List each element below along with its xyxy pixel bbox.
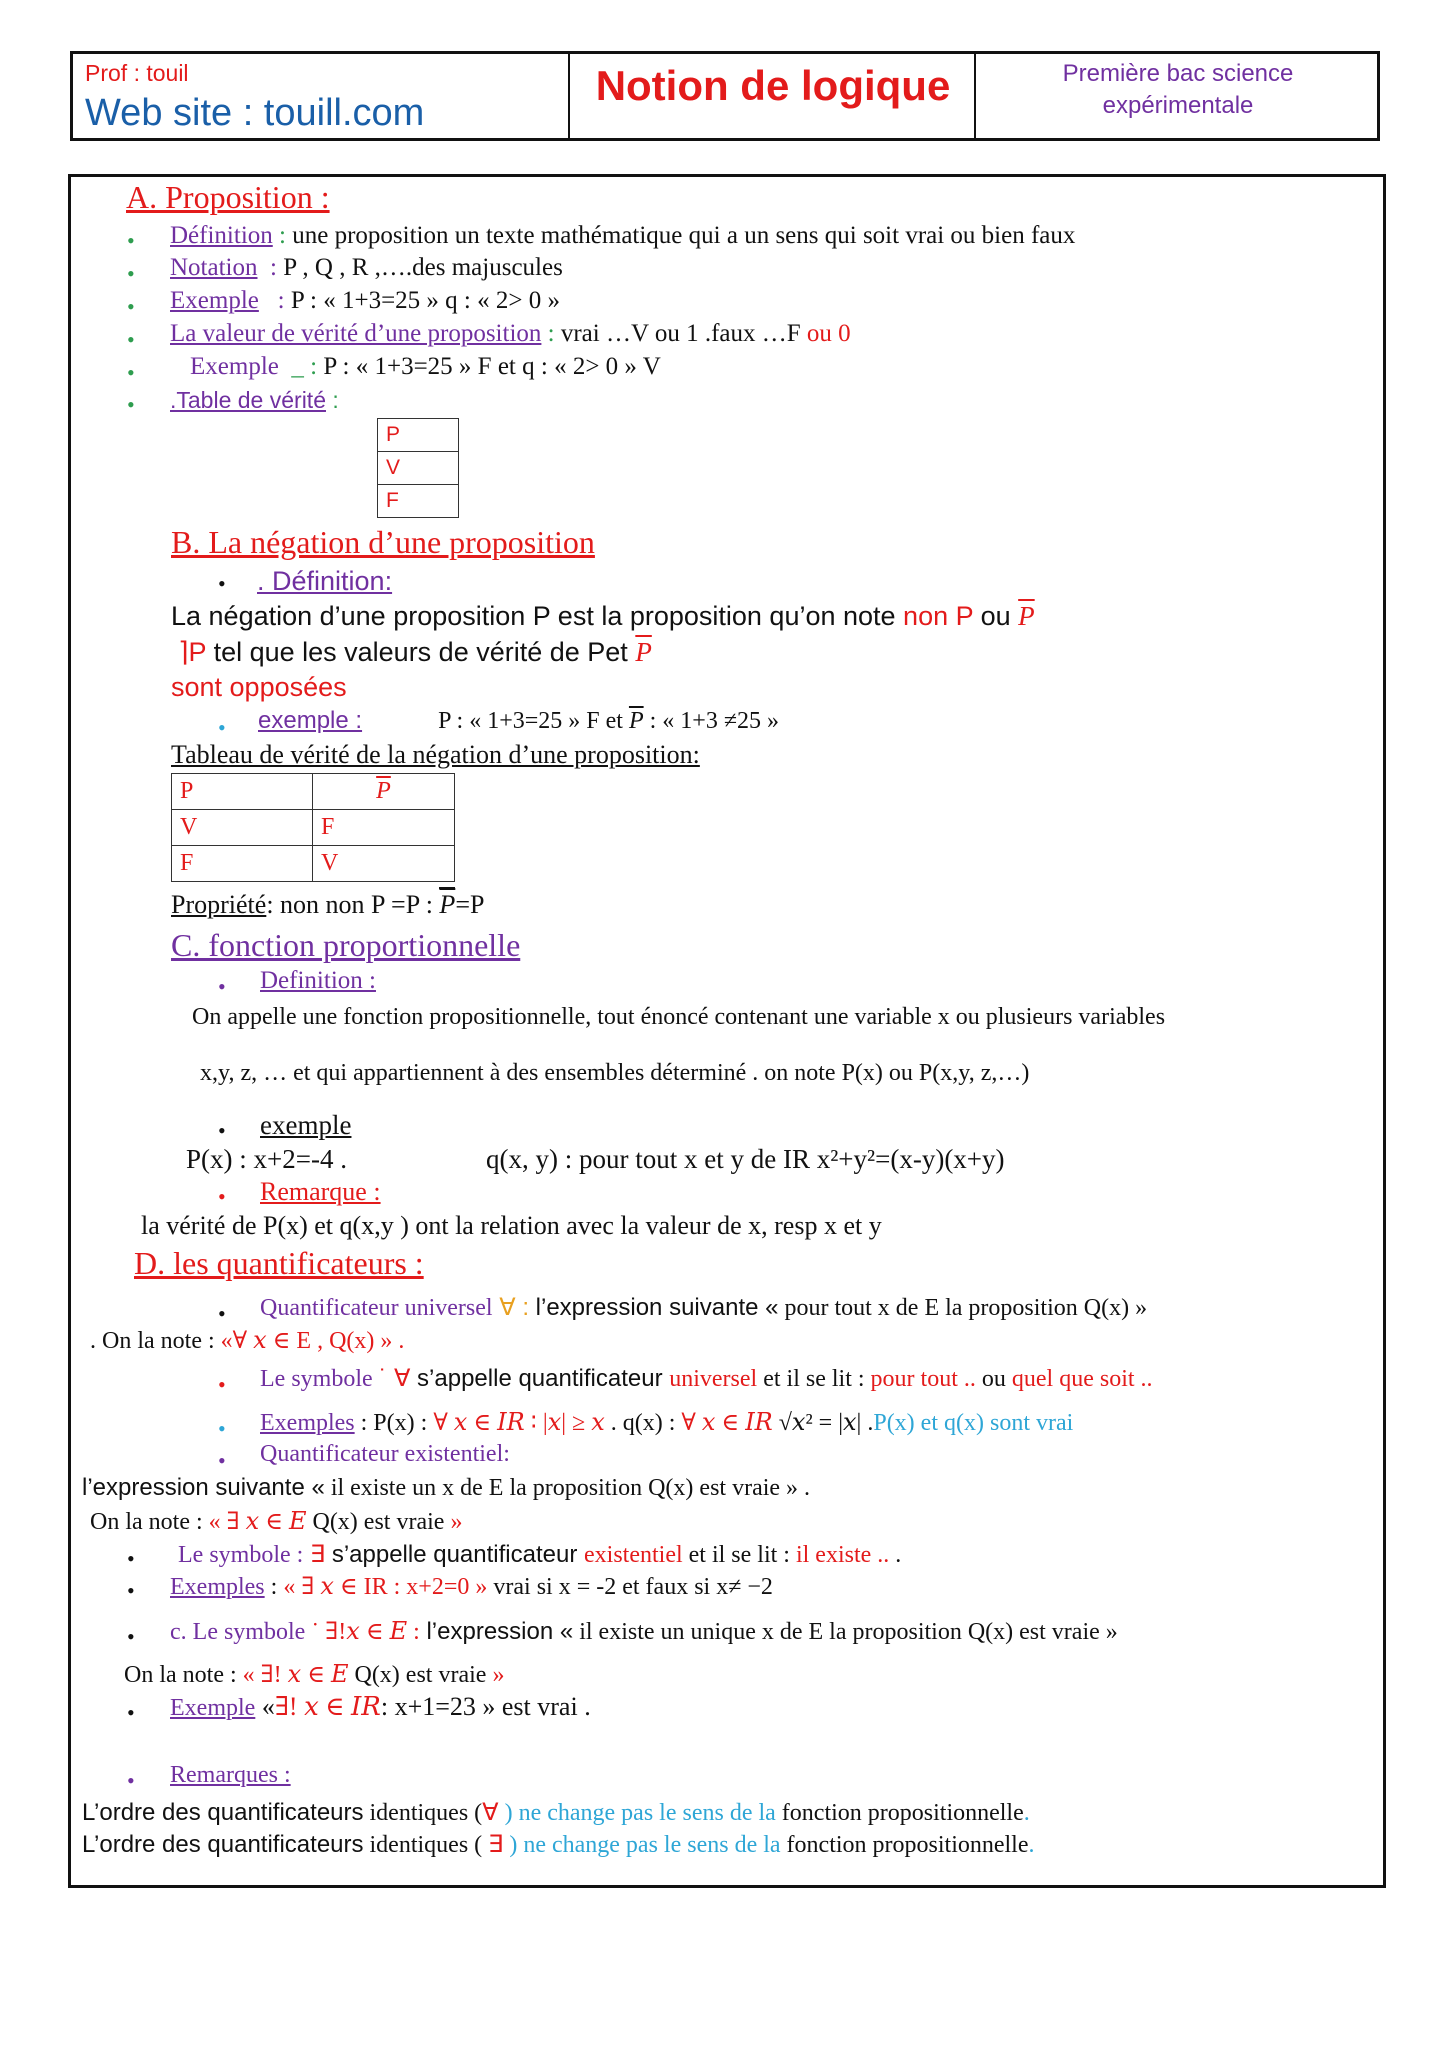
c-def-label: Definition : bbox=[260, 967, 376, 994]
bullet: • bbox=[218, 1118, 226, 1143]
bullet: • bbox=[127, 228, 135, 253]
table-cell: V bbox=[172, 810, 313, 846]
prof-label: Prof : touil bbox=[85, 60, 189, 86]
c-exemple-left: P(x) : x+2=-4 . bbox=[186, 1144, 347, 1174]
c-remarque-text: la vérité de P(x) et q(x,y ) ont la relation avec la valeur de x, resp x et y bbox=[141, 1211, 882, 1240]
c-def-line-1: On appelle une fonction propositionnelle, tout énoncé contenant une variable x ou plusieurs variables bbox=[192, 1004, 1166, 1030]
section-d-title: D. les quantificateurs : bbox=[134, 1245, 424, 1281]
negation-def-label: . Définition: bbox=[257, 566, 393, 596]
bullet: • bbox=[218, 974, 226, 999]
bullet: • bbox=[218, 715, 226, 740]
header-box bbox=[70, 51, 1380, 141]
negation-line-3: sont opposées bbox=[171, 672, 347, 702]
table-cell: P bbox=[378, 419, 459, 452]
valeur-text: vrai …V ou 1 .faux …F bbox=[554, 320, 801, 347]
bullet: • bbox=[127, 294, 135, 319]
qu-line-1: Quantificateur universel ∀ : l’expression suivante « pour tout x de E la proposition Q(x) » bbox=[260, 1294, 1148, 1321]
bullet: • bbox=[218, 1301, 226, 1326]
table-verite-line: .Table de vérité : bbox=[170, 387, 339, 413]
exemple-text: P : « 1+3=25 » q : « 2> 0 » bbox=[284, 287, 560, 314]
notation-text: P , Q , R ,….des majuscules bbox=[276, 254, 563, 281]
notation-label: Notation bbox=[170, 254, 258, 281]
notation-line: Notation : P , Q , R ,….des majuscules bbox=[170, 254, 563, 281]
bullet: • bbox=[218, 1184, 226, 1209]
symbole-line: Le symbole ˙ ∀ s’appelle quantificateur universel et il se lit : pour tout .. ou quel que soit .. bbox=[260, 1365, 1153, 1392]
exemple2-label: Exemple bbox=[190, 353, 279, 380]
table-verite-label: .Table de vérité bbox=[170, 387, 326, 413]
table-cell: F bbox=[378, 485, 459, 518]
bullet: • bbox=[218, 1448, 226, 1473]
qu-line-2: . On la note : «∀ 𝑥 ∈ E , Q(x) » . bbox=[90, 1328, 405, 1354]
page-title: Notion de logique bbox=[595, 62, 951, 109]
c-def-line-2: x,y, z, … et qui appartiennent à des ensembles déterminé . on note P(x) ou P(x,y, z,…) bbox=[200, 1060, 1030, 1086]
level-line-2: expérimentale bbox=[1102, 92, 1254, 119]
bullet: • bbox=[127, 392, 135, 417]
c-exemple-label: exemple bbox=[260, 1110, 352, 1140]
propriete-line: Propriété: non non P =P : $\overline{P}=P$ bbox=[171, 890, 484, 920]
exemple-line: Exemple : P : « 1+3=25 » q : « 2> 0 » bbox=[170, 287, 560, 314]
c-symbole-line: c. Le symbole ˙ ∃!𝑥 ∈ 𝐸 : l’expression « il existe un unique x de E la proposition Q(x) est vraie » bbox=[170, 1618, 1118, 1645]
qe-label: Quantificateur existentiel: bbox=[260, 1441, 510, 1467]
exemple4-line: Exemple «∃! 𝑥 ∈ 𝐼𝑅: x+1=23 » est vrai . bbox=[170, 1692, 591, 1721]
remarques-label: Remarques : bbox=[170, 1762, 291, 1788]
exemple2-text: P : « 1+3=25 » F et q : « 2> 0 » V bbox=[317, 353, 661, 380]
definition-line bbox=[170, 222, 1075, 250]
negation-line-1: La négation d’une proposition P est la proposition qu’on note non P ou $\overline{P}$ bbox=[171, 601, 1035, 631]
table-header-cell: $\overline{P}$ bbox=[313, 774, 455, 810]
exemple2-line: Exemple _ : P : « 1+3=25 » F et q : « 2> 0 » V bbox=[190, 353, 661, 380]
c-exemple-right: q(x, y) : pour tout x et y de IR x²+y²=(x-y)(x+y) bbox=[486, 1144, 1005, 1174]
bullet: • bbox=[127, 1624, 135, 1649]
valeur-label: La valeur de vérité d’une proposition bbox=[170, 320, 542, 347]
bullet: • bbox=[127, 1700, 135, 1725]
remarque-line-2: L’ordre des quantificateurs identiques ( ∃ ) ne change pas le sens de la fonction propositionnelle. bbox=[82, 1831, 1035, 1858]
table-header-cell: P bbox=[172, 774, 313, 810]
exemple-label: Exemple bbox=[170, 287, 259, 314]
negation-line-2: ⌉P tel que les valeurs de vérité de Pet $\overline{P}$ bbox=[178, 637, 652, 667]
level-line-1: Première bac science bbox=[1062, 60, 1294, 87]
symbole2-line: Le symbole : ∃ s’appelle quantificateur existentiel et il se lit : il existe .. . bbox=[178, 1541, 902, 1568]
header-divider bbox=[974, 54, 976, 138]
exemples3-line: Exemples : « ∃ 𝑥 ∈ IR : x+2=0 » vrai si x = -2 et faux si x≠ −2 bbox=[170, 1574, 773, 1600]
header-divider bbox=[568, 54, 570, 138]
exemples-line: Exemples : P(x) : ∀ 𝑥 ∈ 𝐼𝑅 ∶ |𝑥| ≥ 𝑥 . q(x) : ∀ 𝑥 ∈ 𝐼𝑅 √𝑥² = |𝑥| .P(x) et q(x) sont vrai bbox=[260, 1410, 1074, 1436]
negation-example-line: exemple : P : « 1+3=25 » F et $\overline{P}$ : « 1+3 ≠25 » bbox=[258, 707, 779, 734]
c-symbole-line-2: On la note : « ∃! 𝑥 ∈ 𝐸 Q(x) est vraie » bbox=[124, 1662, 505, 1688]
definition-text: une proposition un texte mathématique qui a un sens qui soit vrai ou bien faux bbox=[285, 222, 1076, 249]
bullet: • bbox=[218, 1416, 226, 1441]
table-cell: F bbox=[172, 846, 313, 882]
remarque-line-1: L’ordre des quantificateurs identiques (∀ ) ne change pas le sens de la fonction propositionnelle. bbox=[82, 1799, 1030, 1826]
bullet: • bbox=[218, 1372, 226, 1397]
website-label: Web site : touill.com bbox=[85, 92, 425, 134]
c-remarque-label: Remarque : bbox=[260, 1177, 381, 1206]
table-cell: V bbox=[378, 452, 459, 485]
definition-label: Définition bbox=[170, 222, 273, 249]
section-a-title: A. Proposition : bbox=[126, 179, 330, 215]
bullet: • bbox=[127, 261, 135, 286]
bullet: • bbox=[127, 1768, 135, 1793]
tableau-title: Tableau de vérité de la négation d’une proposition: bbox=[171, 740, 700, 769]
bullet: • bbox=[127, 1578, 135, 1603]
section-c-title: C. fonction proportionnelle bbox=[171, 927, 521, 963]
colon: : bbox=[272, 222, 286, 249]
table-cell: V bbox=[313, 846, 455, 882]
truth-table-b bbox=[171, 773, 455, 882]
valeur-line: La valeur de vérité d’une proposition : vrai …V ou 1 .faux …F ou 0 bbox=[170, 320, 851, 347]
truth-table-a bbox=[377, 418, 459, 518]
bullet: • bbox=[127, 1546, 135, 1571]
bullet: • bbox=[127, 360, 135, 385]
section-b-title: B. La négation d’une proposition bbox=[171, 524, 595, 560]
bullet: • bbox=[218, 571, 226, 596]
qe-line-2: On la note : « ∃ 𝑥 ∈ 𝐸 Q(x) est vraie » bbox=[90, 1509, 463, 1535]
table-cell: F bbox=[313, 810, 455, 846]
bullet: • bbox=[127, 327, 135, 352]
qe-line-1: l’expression suivante « il existe un x de E la proposition Q(x) est vraie » . bbox=[82, 1474, 811, 1501]
